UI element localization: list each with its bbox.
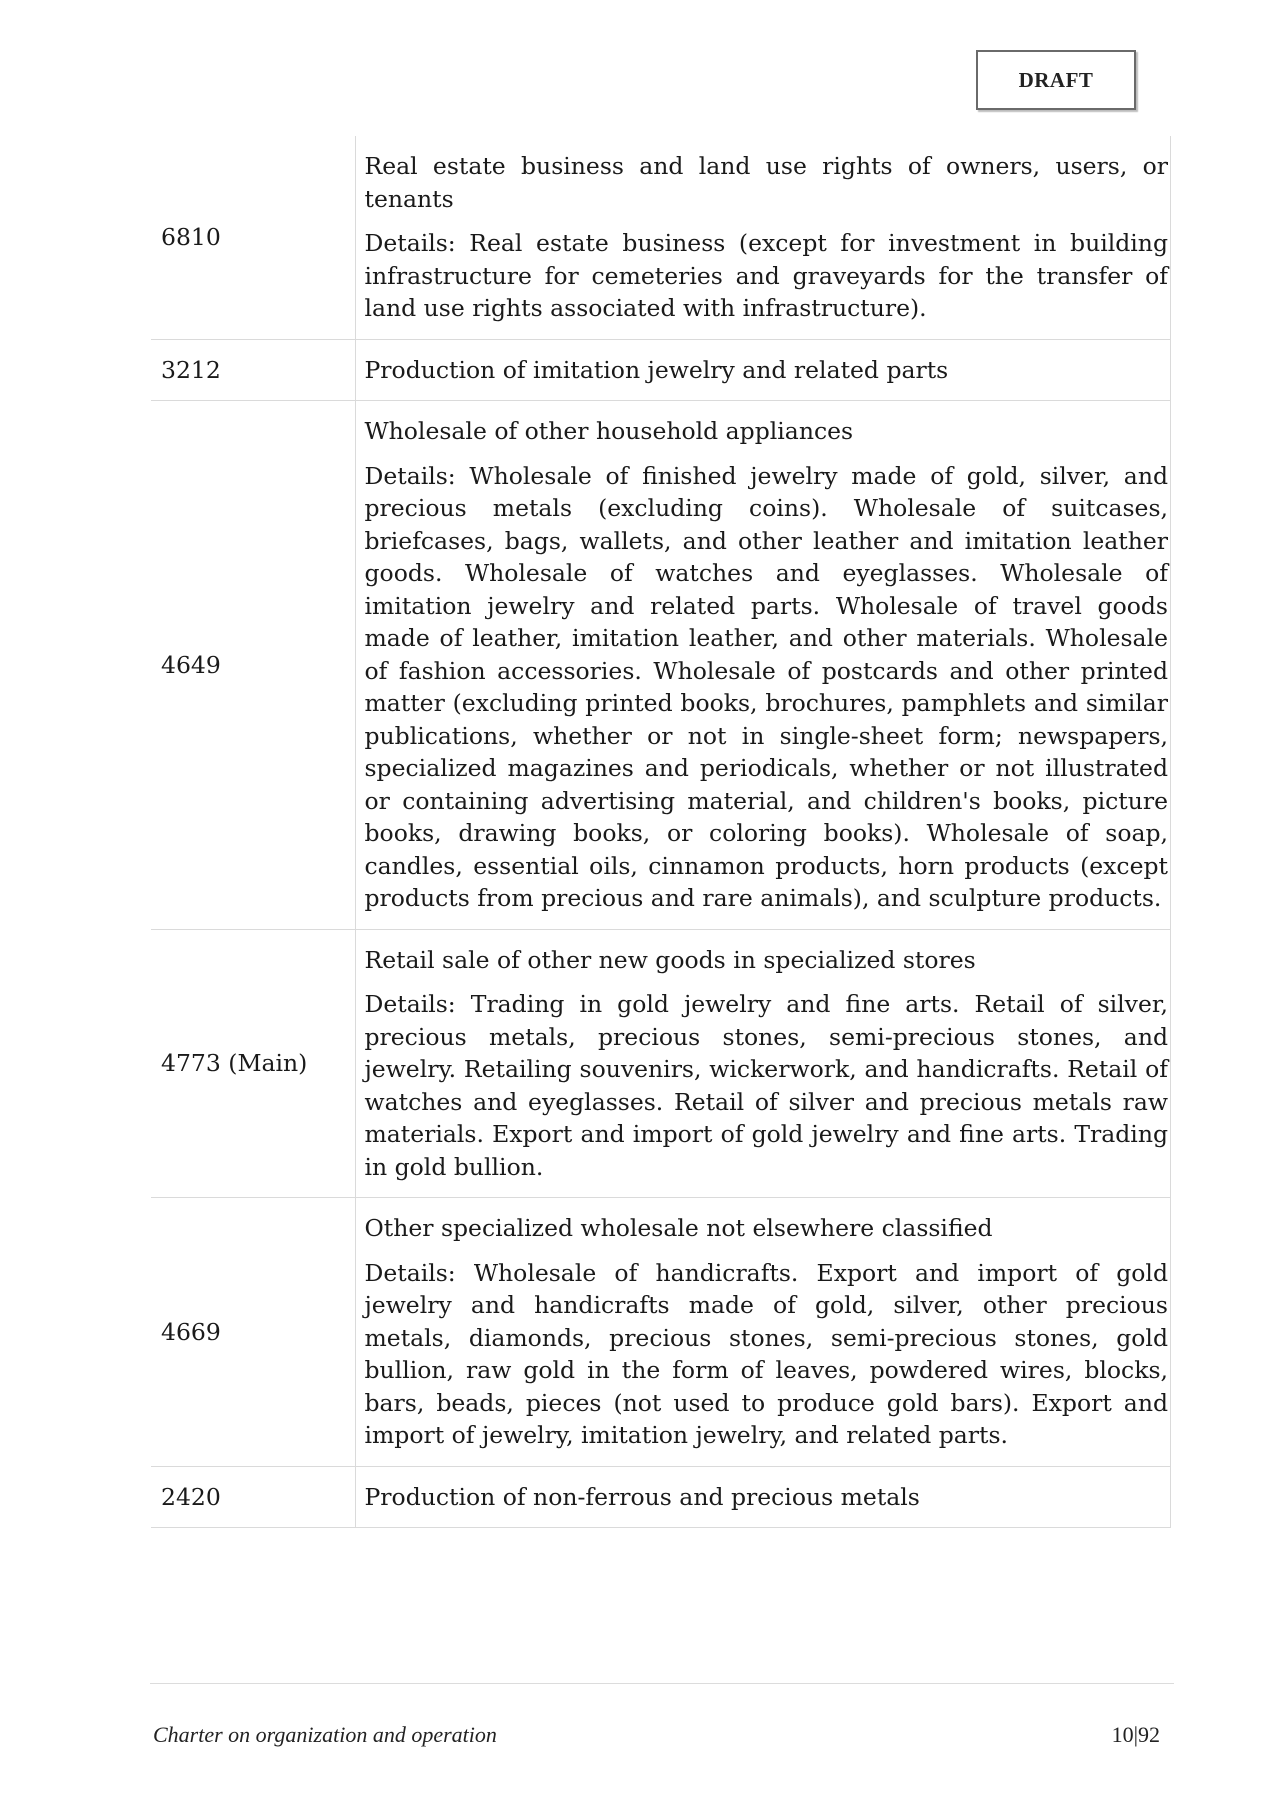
footer-document-title: Charter on organization and operation — [153, 1722, 497, 1747]
industry-title: Wholesale of other household appliances — [364, 417, 854, 445]
industry-description — [355, 339, 1171, 401]
industry-description — [355, 1466, 1171, 1528]
industry-details: Details: Trading in gold jewelry and fine arts. Retail of silver, precious metals, precious stones, semi-precious stones, and jewelry. Retailing souvenirs, wickerwork, and handicrafts. Retail of watches and eyeglasses. Retail of silver and precious metals raw materials. Export and import of gold jewelry and fine arts. Trading in gold bullion. — [364, 990, 1168, 1181]
table-row — [151, 929, 1171, 1198]
industry-details: Details: Wholesale of finished jewelry made of gold, silver, and precious metals (excluding coins). Wholesale of suitcases, briefcases, bags, wallets, and other leather and imitation leather goods. Wholesale of watches and eyeglasses. Wholesale of imitation jewelry and related parts. Wholesale of travel goods made of leather, imitation leather, and other materials. Wholesale of fashion accessories. Wholesale of postcards and other printed matter (excluding printed books, brochures, pamphlets and similar publications, whether or not in single-sheet form; newspapers, specialized magazines and periodicals, whether or not illustrated or containing advertising material, and children's books, picture books, drawing books, or coloring books). Wholesale of soap, candles, essential oils, cinnamon products, horn products (except products from precious and rare animals), and sculpture products. — [364, 461, 1168, 912]
industry-title: Other specialized wholesale not elsewhere classified — [364, 1214, 993, 1242]
industry-title: Retail sale of other new goods in specialized stores — [364, 945, 976, 974]
draft-stamp: DRAFT — [976, 50, 1136, 110]
industry-title: Production of non-ferrous and precious metals — [364, 1482, 920, 1511]
industry-description — [355, 929, 1171, 1198]
page-number: 10|92 — [1111, 1722, 1160, 1747]
business-lines-table — [151, 136, 1171, 1528]
industry-code: 6810 — [151, 136, 355, 339]
table-row — [151, 339, 1171, 401]
industry-details: Details: Real estate business (except for investment in building infrastructure for cemeteries and graveyards for the transfer of land use rights associated with infrastructure). — [364, 229, 1168, 322]
table-row — [151, 1466, 1171, 1528]
industry-description — [355, 401, 1171, 930]
industry-description — [355, 1198, 1171, 1467]
industry-title: Real estate business and land use rights of owners, users, or tenants — [364, 152, 1168, 213]
industry-code: 3212 — [151, 339, 355, 401]
footer-divider — [150, 1683, 1174, 1684]
table-row — [151, 1198, 1171, 1467]
industry-code: 2420 — [151, 1466, 355, 1528]
industry-details: Details: Wholesale of handicrafts. Export and import of gold jewelry and handicrafts made of gold, silver, other precious metals, diamonds, precious stones, semi-precious stones, gold bullion, raw gold in the form of leaves, powdered wires, blocks, bars, beads, pieces (not used to produce gold bars). Export and import of jewelry, imitation jewelry, and related parts. — [364, 1258, 1168, 1449]
table-row — [151, 401, 1171, 930]
industry-code: 4773 (Main) — [151, 929, 355, 1198]
industry-title: Production of imitation jewelry and related parts — [364, 355, 949, 384]
industry-description — [355, 136, 1171, 339]
table-row — [151, 136, 1171, 339]
industry-code: 4669 — [151, 1198, 355, 1467]
industry-code: 4649 — [151, 401, 355, 930]
